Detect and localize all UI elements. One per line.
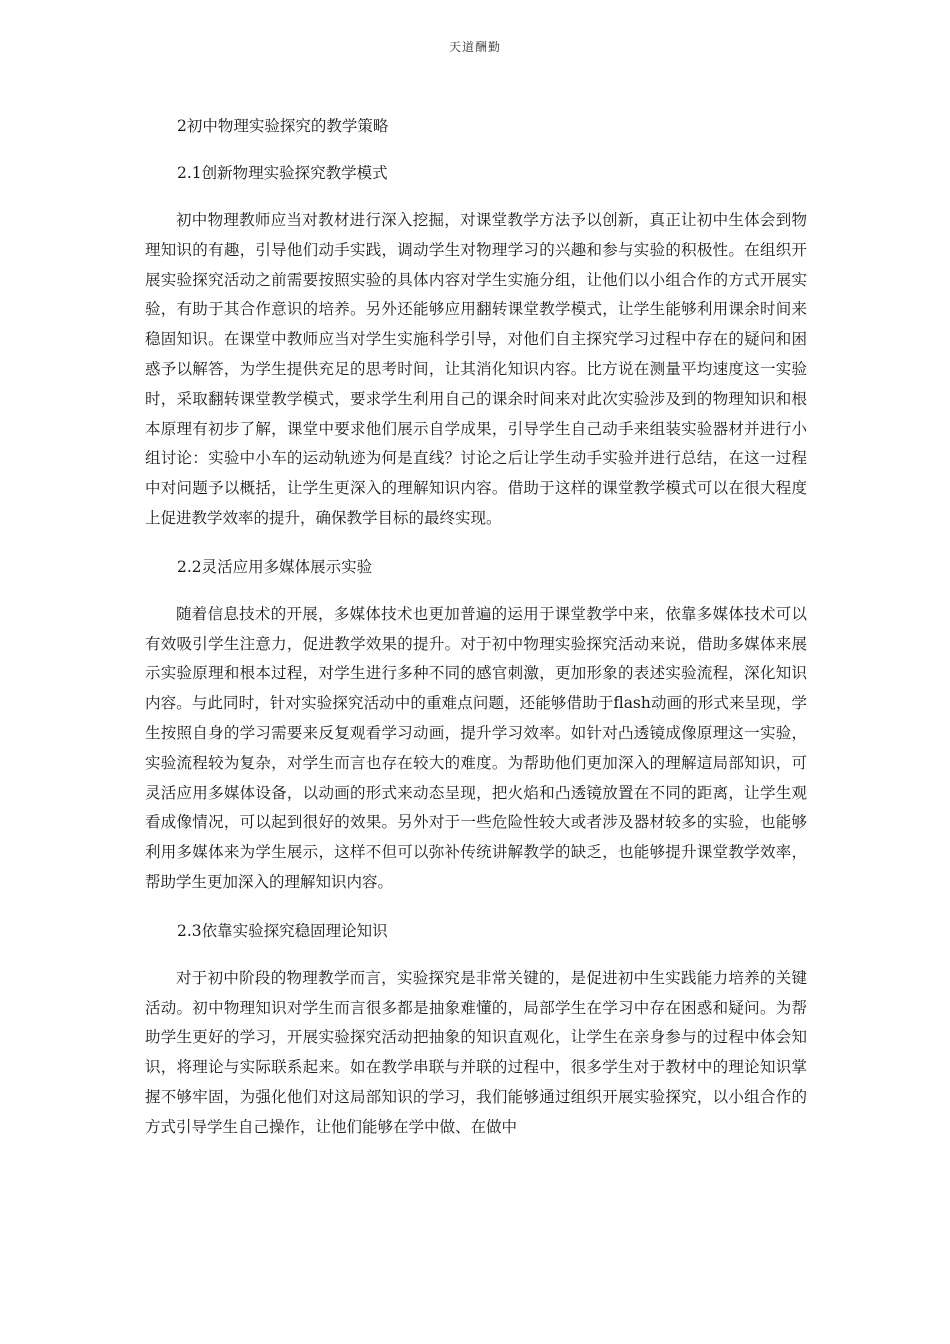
page-header: 天道酬勤 [448,40,501,54]
section-heading-2-3: 2.3依靠实验探究稳固理论知识 [177,921,388,940]
section-paragraph-2-2: 随着信息技术的开展，多媒体技术也更加普遍的运用于课堂教学中来，依靠多媒体技术可以有效吸引学生注意力，促进教学效果的提升。对于初中物理实验探究活动来说，借助多媒体来展示实验原理和根本过程，对学生进行多种不同的感官刺激，更加形象的表述实验流程，深化知识内容。与此同时，针对实验探究活动中的重难点问题，还能够借助于flash动画的形式来呈现，学生按照自身的学习需要来反复观看学习动画，提升学习效率。如针对凸透镜成像原理这一实验，实验流程较为复杂，对学生而言也存在较大的难度。为帮助他们更加深入的理解這局部知识，可灵活应用多媒体设备，以动画的形式来动态呈现，把火焰和凸透镜放置在不同的距离，让学生观看成像情况，可以起到很好的效果。另外对于一些危险性较大或者涉及器材较多的实验，也能够利用多媒体来为学生展示，这样不但可以弥补传统讲解教学的缺乏，也能够提升课堂教学效率，帮助学生更加深入的理解知识内容。 [145,604,807,891]
section-heading-2-2: 2.2灵活应用多媒体展示实验 [177,557,373,576]
document-body [145,112,807,1162]
section-heading-2: 2初中物理实验探究的教学策略 [177,117,389,135]
section-heading-2-1: 2.1创新物理实验探究教学模式 [177,164,388,182]
section-paragraph-2-1: 初中物理教师应当对教材进行深入挖掘，对课堂教学方法予以创新，真正让初中生体会到物理知识的有趣，引导他们动手实践，调动学生对物理学习的兴趣和参与实验的积极性。在组织开展实验探究活动之前需要按照实验的具体内容对学生实施分组，让他们以小组合作的方式开展实验，有助于其合作意识的培养。另外还能够应用翻转课堂教学模式，让学生能够利用课余时间来稳固知识。在课堂中教师应当对学生实施科学引导，对他们自主探究学习过程中存在的疑问和困惑予以解答，为学生提供充足的思考时间，让其消化知识内容。比方说在测量平均速度这一实验时，采取翻转课堂教学模式，要求学生利用自己的课余时间来对此次实验涉及到的物理知识和根本原理有初步了解，课堂中要求他们展示自学成果，引导学生自己动手来组装实验器材并进行小组讨论：实验中小车的运动轨迹为何是直线？讨论之后让学生动手实验并进行总结，在这一过程中对问题予以概括，让学生更深入的理解知识内容。借助于这样的课堂教学模式可以在很大程度上促进教学效率的提升，确保教学目标的最终实现。 [145,211,807,527]
section-paragraph-2-3: 对于初中阶段的物理教学而言，实验探究是非常关键的，是促进初中生实践能力培养的关键活动。初中物理知识对学生而言很多都是抽象难懂的，局部学生在学习中存在困惑和疑问。为帮助学生更好的学习，开展实验探究活动把抽象的知识直观化，让学生在亲身参与的过程中体会知识，将理论与实际联系起来。如在教学串联与并联的过程中，很多学生对于教材中的理论知识掌握不够牢固，为强化他们对这局部知识的学习，我们能够通过组织开展实验探究，以小组合作的方式引导学生自己操作，让他们能够在学中做、在做中 [145,968,807,1136]
